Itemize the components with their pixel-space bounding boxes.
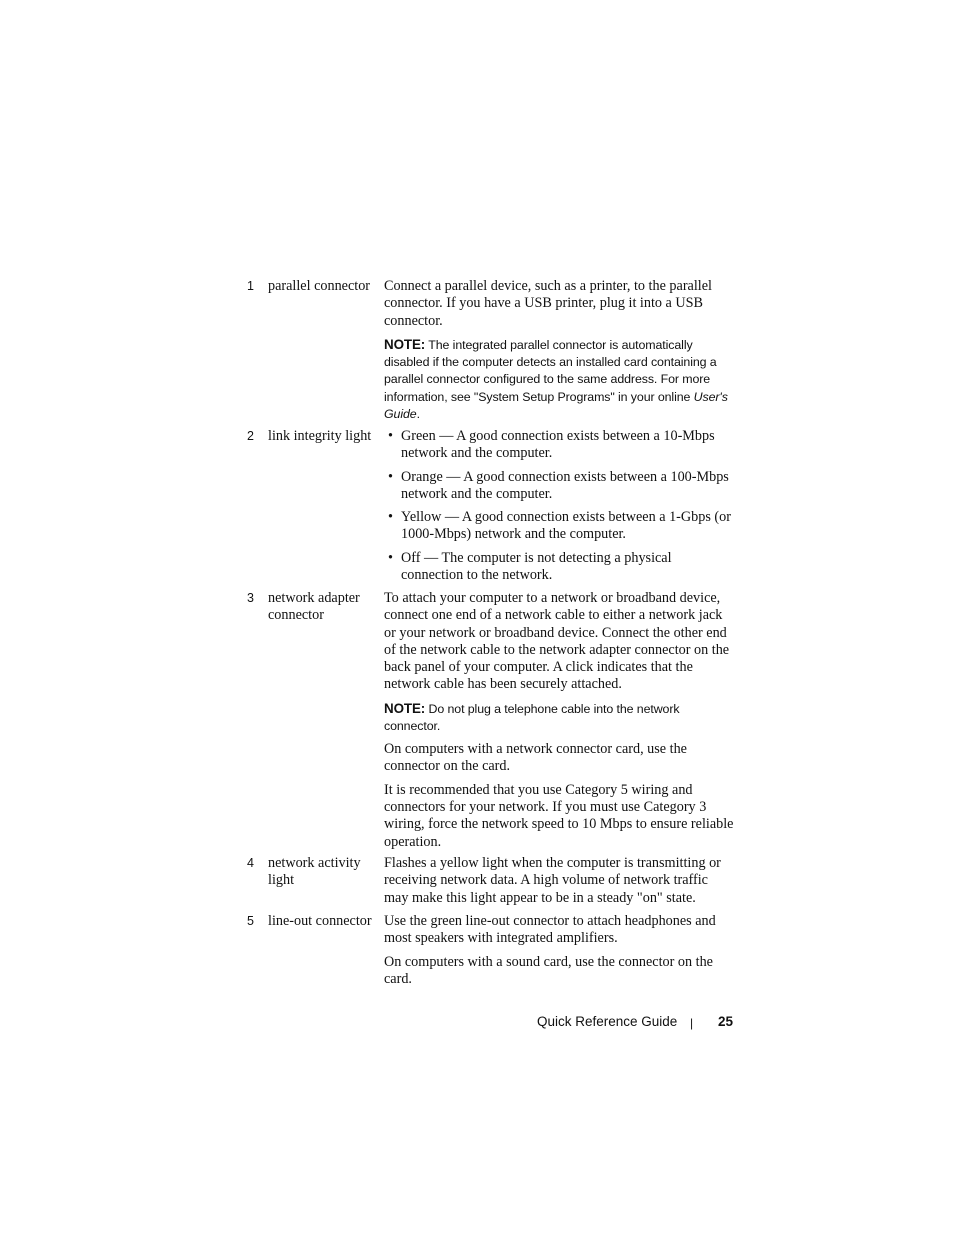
status-list — [384, 428, 734, 584]
item-description — [384, 913, 734, 994]
item-description — [384, 855, 734, 913]
note-end: . — [416, 406, 420, 421]
note-label: NOTE: — [384, 700, 426, 716]
item-number: 1 — [247, 279, 254, 293]
description-paragraph: It is recommended that you use Category 5 wiring and connectors for your network. If you must use Category 3 wiring, force the network speed to 10 Mbps to ensure reliable operation. — [384, 781, 734, 850]
note-italic: User's Guide — [384, 389, 728, 421]
description-paragraph: Connect a parallel device, such as a printer, to the parallel connector. If you have a USB printer, plug it into a USB connector. — [384, 278, 712, 329]
note — [384, 700, 734, 735]
item-number: 5 — [247, 914, 254, 928]
item-term: network activity light — [268, 855, 361, 889]
item-description — [384, 590, 734, 857]
page-number: 25 — [718, 1014, 734, 1029]
list-item: • Green — A good connection exists between a 10-Mbps network and the computer. — [388, 428, 715, 462]
note-text: Do not plug a telephone cable into the network connector. — [384, 701, 680, 733]
bullet-icon: • — [388, 509, 393, 526]
footer-title: Quick Reference Guide — [537, 1014, 678, 1029]
bullet-icon: • — [388, 468, 393, 485]
list-item: • Off — The computer is not detecting a physical connection to the network. — [388, 549, 672, 584]
item-number: 2 — [247, 429, 254, 443]
bullet-icon: • — [388, 428, 393, 444]
list-item: • Orange — A good connection exists between a 100-Mbps network and the computer. — [388, 468, 729, 502]
list-item: • Yellow — A good connection exists between a 1-Gbps (or 1000-Mbps) network and the computer. — [388, 509, 731, 543]
description-paragraph: On computers with a network connector card, use the connector on the card. — [384, 741, 687, 775]
item-description — [384, 278, 734, 429]
description-paragraph: Flashes a yellow light when the computer is transmitting or receiving network data. A high volume of network traffic may make this light appear to be in a steady "on" state. — [384, 855, 721, 906]
note — [384, 336, 734, 423]
item-term: line-out connector — [268, 913, 372, 929]
bullet-icon: • — [388, 549, 393, 566]
item-term: parallel connector — [268, 278, 371, 294]
description-paragraph: Use the green line-out connector to attach headphones and most speakers with integrated amplifiers. — [384, 913, 716, 947]
description-paragraph: On computers with a sound card, use the connector on the card. — [384, 953, 713, 987]
item-number: 4 — [247, 856, 254, 870]
description-paragraph: To attach your computer to a network or broadband device, connect one end of a network cable to either a network jack or your network or broadband device. Connect the other end of the network cable to the network adapter connector on the back panel of your computer. A click indicates that the network cable has been securely attached. — [384, 590, 730, 693]
item-description — [384, 428, 734, 590]
footer-separator: | — [690, 1016, 694, 1030]
item-number: 3 — [247, 591, 254, 605]
item-term: network adapter connector — [268, 590, 360, 624]
note-label: NOTE: — [384, 336, 426, 352]
note-text: The integrated parallel connector is automatically disabled if the computer detects an installed card containing a parallel connector configured to the same address. For more information, see "System Setup Programs" in your online — [384, 337, 717, 404]
item-term: link integrity light — [268, 428, 372, 444]
